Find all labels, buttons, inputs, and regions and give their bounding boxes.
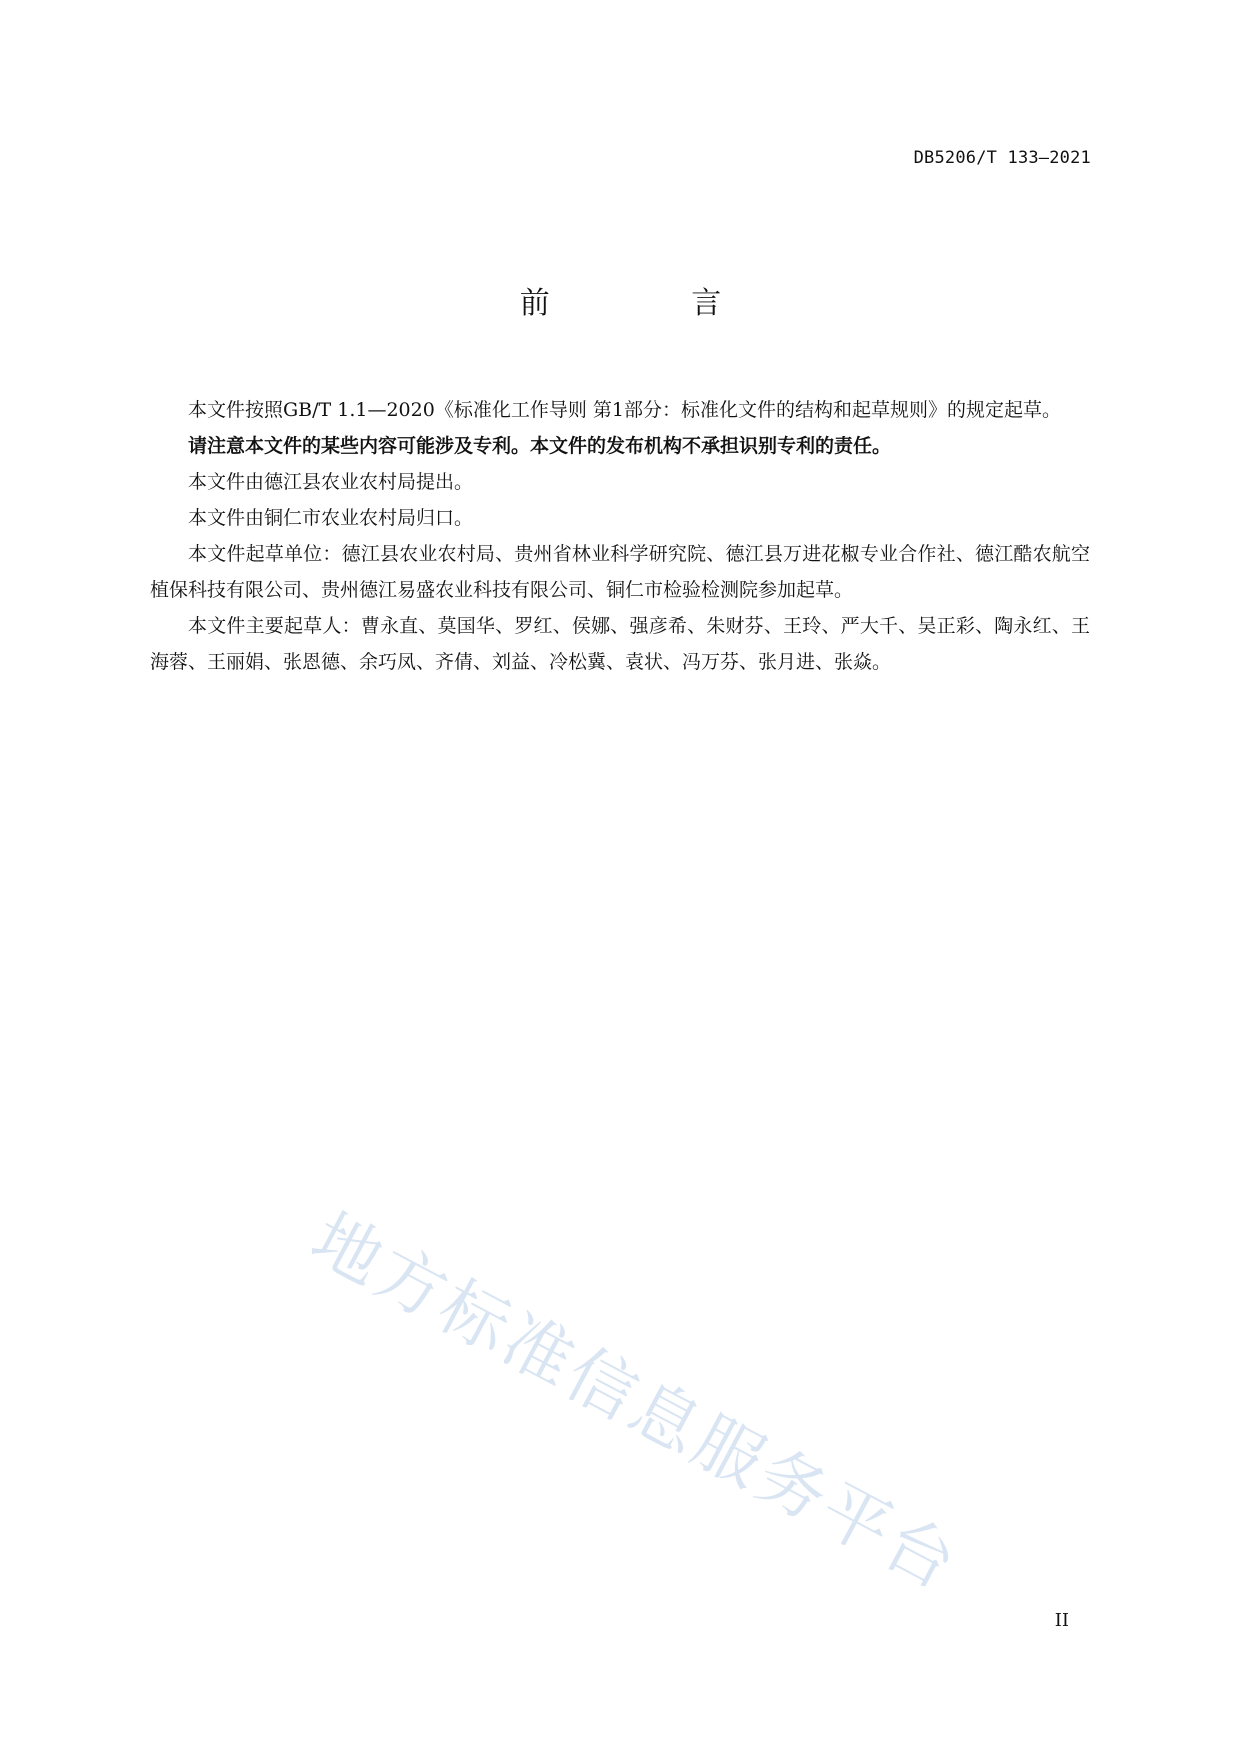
paragraph-drafting-units: 本文件起草单位：德江县农业农村局、贵州省林业科学研究院、德江县万进花椒专业合作社、德江酷农航空植保科技有限公司、贵州德江易盛农业科技有限公司、铜仁市检验检测院参加起草。 (150, 543, 1090, 601)
watermark: 地方标准信息服务平台 (298, 1198, 972, 1607)
paragraph-drafting-rules: 本文件按照GB/T 1.1—2020《标准化工作导则 第1部分：标准化文件的结构和起草规则》的规定起草。 (188, 399, 1061, 421)
document-code: DB5206/T 133—2021 (913, 148, 1091, 168)
document-body (150, 392, 1090, 680)
paragraph-administered-by: 本文件由铜仁市农业农村局归口。 (188, 507, 474, 529)
paragraph-drafters: 本文件主要起草人：曹永直、莫国华、罗红、侯娜、强彦希、朱财芬、王玲、严大千、吴正彩、陶永红、王海蓉、王丽娟、张恩德、余巧凤、齐倩、刘益、冷松冀、袁状、冯万芬、张月进、张焱。 (150, 615, 1090, 673)
paragraph-proposed-by: 本文件由德江县农业农村局提出。 (188, 471, 474, 493)
paragraph-patent-notice: 请注意本文件的某些内容可能涉及专利。本文件的发布机构不承担识别专利的责任。 (188, 435, 892, 457)
page-title: 前 言 (519, 286, 788, 321)
page-number: II (1054, 1610, 1069, 1631)
